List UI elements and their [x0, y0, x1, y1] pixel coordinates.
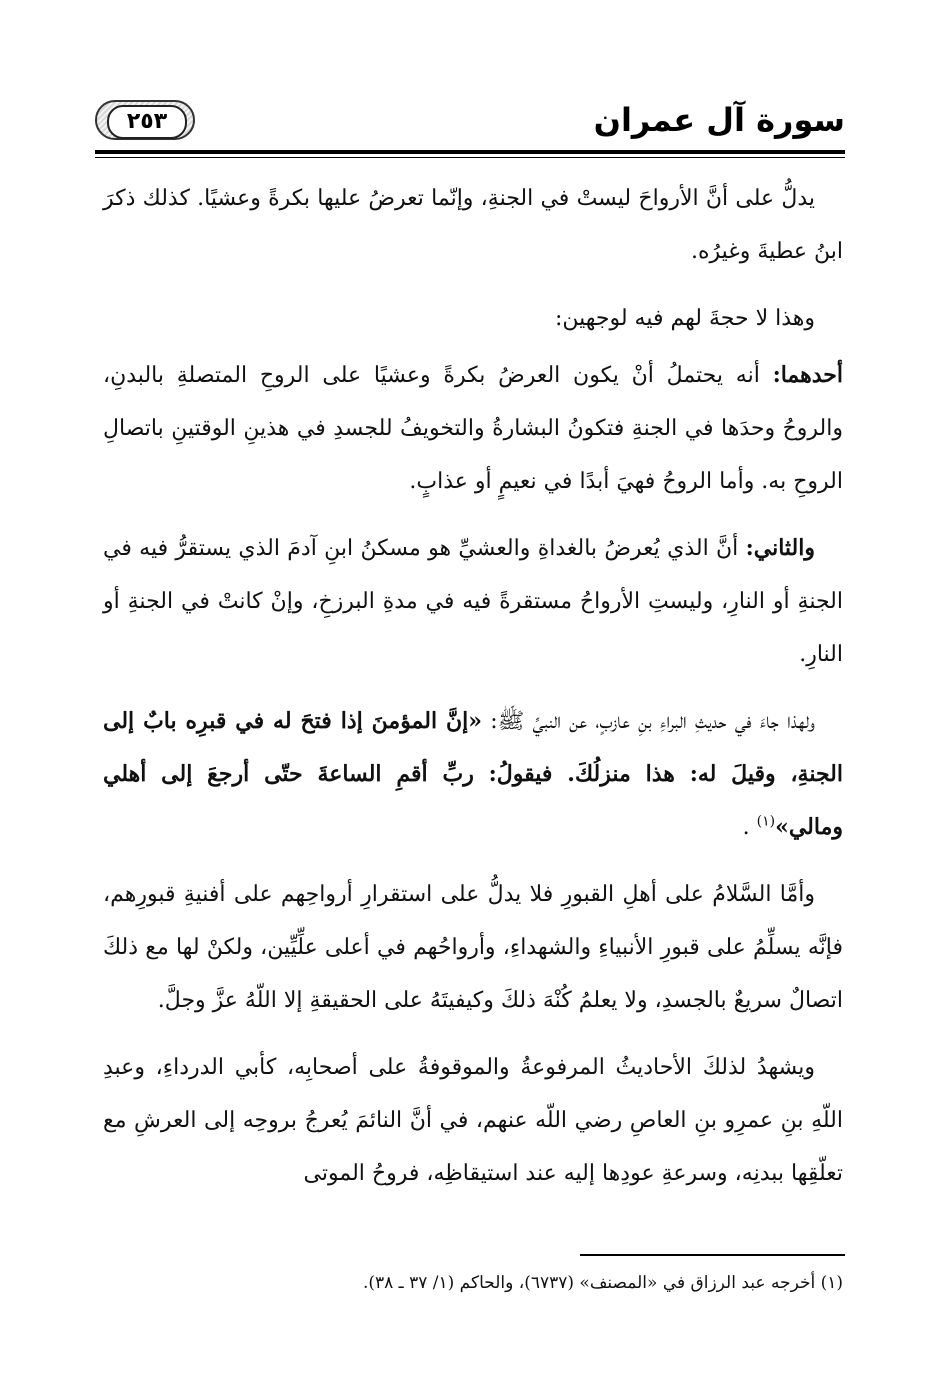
main-text — [103, 172, 843, 1214]
paragraph-5-intro: ولهذا جاءَ في حديثِ البراءِ بنِ عازبٍ، عن النبيِّ ﷺ: — [482, 709, 816, 734]
paragraph-4-label: والثاني: — [745, 535, 815, 561]
surah-title: سورة آل عمران — [593, 101, 845, 139]
paragraph-2: وهذا لا حجةَ لهم فيه لوجهين: — [554, 306, 815, 331]
paragraph-7: ويشهدُ لذلكَ الأحاديثُ المرفوعةُ والموقوفةُ على أصحابِه، كأبي الدرداءِ، وعبدِ اللّهِ بنِ عمرِو بنِ العاصِ رضي اللّه عنهم، في أنَّ النائمَ يُعرجُ بروحِه إلى العرشِ مع تعلّقِها ببدنِه، وسرعةِ عودِها إليه عند استيقاظِه، فروحُ الموتى — [103, 1055, 843, 1186]
hadith-quote: «إنَّ المؤمنَ إذا فتحَ له في قبرِه بابٌ إلى الجنةِ، وقيلَ له: هذا منزلُكَ. فيقولُ: ربِّ أقمِ الساعةَ حتّى أرجعَ إلى أهلي ومالي» — [103, 708, 843, 840]
paragraph-5-end: . — [742, 815, 757, 840]
paragraph-5 — [103, 695, 843, 854]
paragraph-4-text: أنَّ الذي يُعرضُ بالغداةِ والعشيِّ هو مسكنُ ابنِ آدمَ الذي يستقرُّ فيه في الجنةِ أو النارِ، وليستِ الأرواحُ مستقرةً فيه في مدةِ البرزخِ، وإنْ كانتْ في الجنةِ أو النارِ. — [103, 536, 843, 667]
footnote-reference[interactable]: (١) — [756, 813, 776, 830]
page-number-badge — [95, 100, 195, 140]
paragraph-4 — [103, 522, 843, 681]
paragraph-3-text: أنه يحتملُ أنْ يكون العرضُ بكرةً وعشيًا على الروحِ المتصلةِ بالبدنِ، والروحُ وحدَها في الجنةِ فتكونُ البشارةُ والتخويفُ للجسدِ في هذينِ الوقتينِ باتصالِ الروحِ به. وأما الروحُ فهيَ أبدًا في نعيمٍ أو عذابٍ. — [103, 363, 843, 494]
footnote-separator — [580, 1254, 845, 1256]
header-rule-thin — [95, 157, 845, 158]
paragraph-1: يدلُّ على أنَّ الأرواحَ ليستْ في الجنةِ، وإنّما تعرضُ عليها بكرةً وعشيًا. كذلك ذكرَ ابنُ عطيةَ وغيرُه. — [103, 186, 843, 264]
page-number: ٢٥٣ — [107, 105, 187, 139]
paragraph-3-label: أحدهما: — [772, 362, 843, 388]
page-header — [95, 92, 845, 152]
paragraph-6: وأمَّا السَّلامُ على أهلِ القبورِ فلا يدلُّ على استقرارِ أرواحِهم على أفنيةِ قبورِهم، فإنَّه يسلِّمُ على قبورِ الأنبياءِ والشهداءِ، وأرواحُهم في أعلى علِّيِّين، ولكنْ لها مع ذلكَ اتصالٌ سريعٌ بالجسدِ، ولا يعلمُ كُنْهَ ذلكَ وكيفيتَهُ على الحقيقةِ إلا اللّهُ عزَّ وجلَّ. — [103, 882, 843, 1013]
paragraph-3 — [103, 349, 843, 508]
footnote: (١) أخرجه عبد الرزاق في «المصنف» (٦٧٣٧)، والحاكم (١/ ٣٧ ـ ٣٨). — [362, 1273, 843, 1293]
header-rule-thick — [95, 150, 845, 154]
